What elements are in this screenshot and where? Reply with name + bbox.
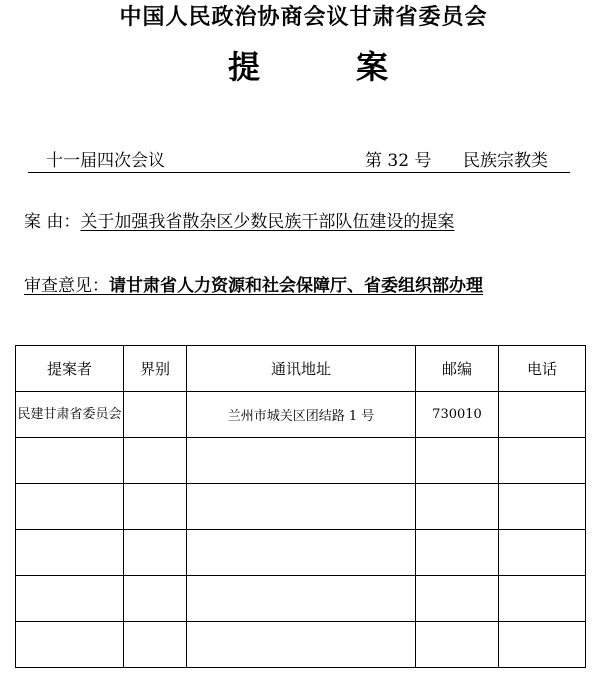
cell-sector	[124, 576, 187, 622]
cell-proposer	[16, 530, 124, 576]
cell-postcode	[416, 438, 499, 484]
cell-sector	[124, 484, 187, 530]
cell-proposer	[16, 622, 124, 668]
review-opinion-row	[24, 271, 483, 296]
column-header-proposer: 提案者	[16, 346, 124, 392]
cell-address	[187, 438, 416, 484]
cell-phone	[499, 438, 586, 484]
cell-postcode	[416, 622, 499, 668]
cell-phone	[499, 576, 586, 622]
cell-postcode: 730010	[416, 392, 499, 438]
table-row	[16, 576, 586, 622]
proposer-info-table	[15, 345, 586, 668]
cell-phone	[499, 484, 586, 530]
cell-proposer	[16, 484, 124, 530]
column-header-address: 通讯地址	[187, 346, 416, 392]
cell-address	[187, 530, 416, 576]
table-row	[16, 530, 586, 576]
cell-proposer	[16, 576, 124, 622]
cell-postcode	[416, 576, 499, 622]
reason-label: 案 由：	[24, 212, 81, 232]
cell-proposer	[16, 438, 124, 484]
column-header-sector: 界别	[124, 346, 187, 392]
document-title	[228, 42, 388, 88]
meta-row	[28, 146, 570, 173]
cell-phone	[499, 392, 586, 438]
proposal-category: 民族宗教类	[463, 151, 548, 171]
table-row	[16, 622, 586, 668]
table-row	[16, 484, 586, 530]
reason-row	[24, 207, 454, 232]
cell-postcode	[416, 530, 499, 576]
table-row	[16, 438, 586, 484]
cell-phone	[499, 530, 586, 576]
column-header-postcode: 邮编	[416, 346, 499, 392]
document-title-char: 提	[228, 48, 261, 86]
table-row	[16, 392, 586, 438]
cell-phone	[499, 622, 586, 668]
cell-address	[187, 484, 416, 530]
document-title-char: 案	[355, 48, 388, 86]
cell-postcode	[416, 484, 499, 530]
cell-address	[187, 622, 416, 668]
column-header-phone: 电话	[499, 346, 586, 392]
cell-address	[187, 576, 416, 622]
cell-sector	[124, 622, 187, 668]
review-opinion-label: 审查意见：	[24, 276, 109, 296]
cell-sector	[124, 392, 187, 438]
organization-title: 中国人民政治协商会议甘肃省委员会	[119, 4, 488, 30]
table-header-row	[16, 346, 586, 392]
proposal-number: 第 32 号	[365, 151, 432, 171]
cell-sector	[124, 438, 187, 484]
session-label: 十一届四次会议	[46, 151, 165, 171]
cell-sector	[124, 530, 187, 576]
reason-text: 关于加强我省散杂区少数民族干部队伍建设的提案	[80, 212, 455, 232]
cell-proposer: 民建甘肃省委员会	[16, 392, 124, 438]
review-opinion-text: 请甘肃省人力资源和社会保障厅、省委组织部办理	[109, 276, 483, 296]
cell-address: 兰州市城关区团结路 1 号	[187, 392, 416, 438]
